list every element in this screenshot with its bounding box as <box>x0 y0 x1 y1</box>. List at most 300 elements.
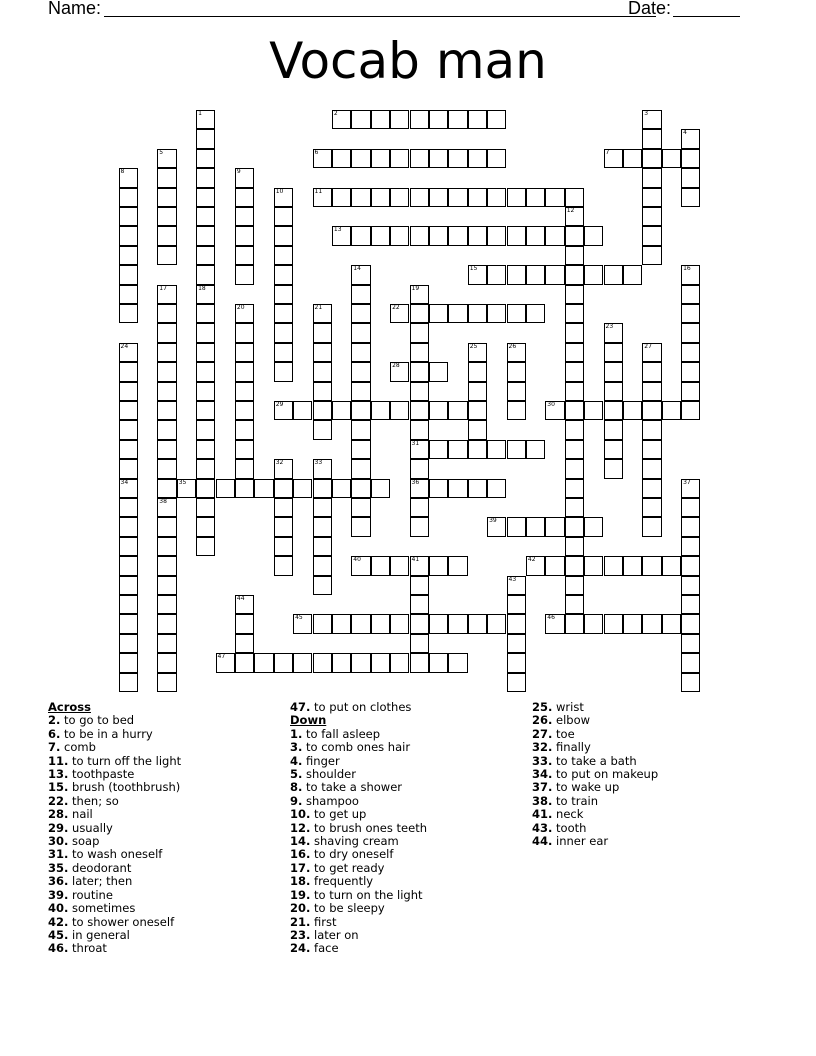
grid-cell[interactable] <box>565 401 584 420</box>
grid-cell[interactable] <box>565 343 584 362</box>
grid-cell[interactable] <box>468 188 487 207</box>
grid-cell[interactable] <box>623 401 642 420</box>
grid-cell[interactable] <box>584 401 603 420</box>
grid-cell[interactable] <box>410 634 429 653</box>
grid-cell[interactable] <box>565 265 584 284</box>
grid-cell[interactable] <box>410 285 429 304</box>
date-line[interactable] <box>673 16 740 17</box>
grid-cell[interactable] <box>119 556 138 575</box>
grid-cell[interactable] <box>157 362 176 381</box>
grid-cell[interactable] <box>507 576 526 595</box>
grid-cell[interactable] <box>157 323 176 342</box>
grid-cell[interactable] <box>235 479 254 498</box>
grid-cell[interactable] <box>681 634 700 653</box>
grid-cell[interactable] <box>157 634 176 653</box>
grid-cell[interactable] <box>313 382 332 401</box>
grid-cell[interactable] <box>119 634 138 653</box>
grid-cell[interactable] <box>157 401 176 420</box>
grid-cell[interactable] <box>157 556 176 575</box>
grid-cell[interactable] <box>119 576 138 595</box>
grid-cell[interactable] <box>410 226 429 245</box>
grid-cell[interactable] <box>468 226 487 245</box>
grid-cell[interactable] <box>429 479 448 498</box>
grid-cell[interactable] <box>507 673 526 692</box>
grid-cell[interactable] <box>410 323 429 342</box>
grid-cell[interactable] <box>196 440 215 459</box>
grid-cell[interactable] <box>565 498 584 517</box>
grid-cell[interactable] <box>351 362 370 381</box>
grid-cell[interactable] <box>351 653 370 672</box>
grid-cell[interactable] <box>235 323 254 342</box>
grid-cell[interactable] <box>681 285 700 304</box>
grid-cell[interactable] <box>157 517 176 536</box>
grid-cell[interactable] <box>410 343 429 362</box>
grid-cell[interactable] <box>565 420 584 439</box>
grid-cell[interactable] <box>410 110 429 129</box>
grid-cell[interactable] <box>565 304 584 323</box>
grid-cell[interactable] <box>468 362 487 381</box>
grid-cell[interactable] <box>119 673 138 692</box>
grid-cell[interactable] <box>642 129 661 148</box>
grid-cell[interactable] <box>157 459 176 478</box>
grid-cell[interactable] <box>157 304 176 323</box>
grid-cell[interactable] <box>216 479 235 498</box>
grid-cell[interactable] <box>642 110 661 129</box>
grid-cell[interactable] <box>371 614 390 633</box>
grid-cell[interactable] <box>235 226 254 245</box>
grid-cell[interactable] <box>642 556 661 575</box>
grid-cell[interactable] <box>507 595 526 614</box>
grid-cell[interactable] <box>119 343 138 362</box>
grid-cell[interactable] <box>468 265 487 284</box>
grid-cell[interactable] <box>604 440 623 459</box>
grid-cell[interactable] <box>313 498 332 517</box>
grid-cell[interactable] <box>623 614 642 633</box>
grid-cell[interactable] <box>313 323 332 342</box>
grid-cell[interactable] <box>157 285 176 304</box>
grid-cell[interactable] <box>623 149 642 168</box>
grid-cell[interactable] <box>274 498 293 517</box>
grid-cell[interactable] <box>390 401 409 420</box>
grid-cell[interactable] <box>196 285 215 304</box>
grid-cell[interactable] <box>351 614 370 633</box>
grid-cell[interactable] <box>642 459 661 478</box>
grid-cell[interactable] <box>119 517 138 536</box>
grid-cell[interactable] <box>545 614 564 633</box>
grid-cell[interactable] <box>119 226 138 245</box>
grid-cell[interactable] <box>119 614 138 633</box>
grid-cell[interactable] <box>565 595 584 614</box>
grid-cell[interactable] <box>274 285 293 304</box>
grid-cell[interactable] <box>662 614 681 633</box>
grid-cell[interactable] <box>351 265 370 284</box>
grid-cell[interactable] <box>371 653 390 672</box>
grid-cell[interactable] <box>351 517 370 536</box>
grid-cell[interactable] <box>429 362 448 381</box>
grid-cell[interactable] <box>274 653 293 672</box>
grid-cell[interactable] <box>196 382 215 401</box>
grid-cell[interactable] <box>371 556 390 575</box>
grid-cell[interactable] <box>371 479 390 498</box>
grid-cell[interactable] <box>157 188 176 207</box>
grid-cell[interactable] <box>448 188 467 207</box>
grid-cell[interactable] <box>642 149 661 168</box>
grid-cell[interactable] <box>487 226 506 245</box>
grid-cell[interactable] <box>196 129 215 148</box>
grid-cell[interactable] <box>235 343 254 362</box>
grid-cell[interactable] <box>119 459 138 478</box>
grid-cell[interactable] <box>487 149 506 168</box>
grid-cell[interactable] <box>235 401 254 420</box>
grid-cell[interactable] <box>487 440 506 459</box>
grid-cell[interactable] <box>681 595 700 614</box>
grid-cell[interactable] <box>196 517 215 536</box>
grid-cell[interactable] <box>332 653 351 672</box>
grid-cell[interactable] <box>293 614 312 633</box>
grid-cell[interactable] <box>313 149 332 168</box>
grid-cell[interactable] <box>235 304 254 323</box>
grid-cell[interactable] <box>274 517 293 536</box>
grid-cell[interactable] <box>351 226 370 245</box>
grid-cell[interactable] <box>157 343 176 362</box>
grid-cell[interactable] <box>216 653 235 672</box>
grid-cell[interactable] <box>681 517 700 536</box>
grid-cell[interactable] <box>235 362 254 381</box>
grid-cell[interactable] <box>410 420 429 439</box>
grid-cell[interactable] <box>313 459 332 478</box>
grid-cell[interactable] <box>526 440 545 459</box>
grid-cell[interactable] <box>351 149 370 168</box>
grid-cell[interactable] <box>351 479 370 498</box>
grid-cell[interactable] <box>274 323 293 342</box>
grid-cell[interactable] <box>274 226 293 245</box>
grid-cell[interactable] <box>565 285 584 304</box>
grid-cell[interactable] <box>487 188 506 207</box>
grid-cell[interactable] <box>681 673 700 692</box>
grid-cell[interactable] <box>448 226 467 245</box>
grid-cell[interactable] <box>468 382 487 401</box>
grid-cell[interactable] <box>157 537 176 556</box>
grid-cell[interactable] <box>196 207 215 226</box>
grid-cell[interactable] <box>274 188 293 207</box>
grid-cell[interactable] <box>681 556 700 575</box>
grid-cell[interactable] <box>507 226 526 245</box>
grid-cell[interactable] <box>157 673 176 692</box>
grid-cell[interactable] <box>545 188 564 207</box>
grid-cell[interactable] <box>196 304 215 323</box>
grid-cell[interactable] <box>119 382 138 401</box>
grid-cell[interactable] <box>274 265 293 284</box>
grid-cell[interactable] <box>565 362 584 381</box>
grid-cell[interactable] <box>681 343 700 362</box>
grid-cell[interactable] <box>313 517 332 536</box>
grid-cell[interactable] <box>371 401 390 420</box>
grid-cell[interactable] <box>604 343 623 362</box>
grid-cell[interactable] <box>157 440 176 459</box>
grid-cell[interactable] <box>274 362 293 381</box>
grid-cell[interactable] <box>681 129 700 148</box>
grid-cell[interactable] <box>604 401 623 420</box>
grid-cell[interactable] <box>681 653 700 672</box>
grid-cell[interactable] <box>545 517 564 536</box>
grid-cell[interactable] <box>507 304 526 323</box>
grid-cell[interactable] <box>157 246 176 265</box>
grid-cell[interactable] <box>119 440 138 459</box>
grid-cell[interactable] <box>157 614 176 633</box>
grid-cell[interactable] <box>196 188 215 207</box>
grid-cell[interactable] <box>351 401 370 420</box>
grid-cell[interactable] <box>235 246 254 265</box>
grid-cell[interactable] <box>119 246 138 265</box>
grid-cell[interactable] <box>351 304 370 323</box>
grid-cell[interactable] <box>196 149 215 168</box>
grid-cell[interactable] <box>390 149 409 168</box>
grid-cell[interactable] <box>196 168 215 187</box>
grid-cell[interactable] <box>313 401 332 420</box>
grid-cell[interactable] <box>526 304 545 323</box>
grid-cell[interactable] <box>119 537 138 556</box>
grid-cell[interactable] <box>157 149 176 168</box>
grid-cell[interactable] <box>196 246 215 265</box>
grid-cell[interactable] <box>565 323 584 342</box>
grid-cell[interactable] <box>487 479 506 498</box>
grid-cell[interactable] <box>351 110 370 129</box>
grid-cell[interactable] <box>662 401 681 420</box>
grid-cell[interactable] <box>681 614 700 633</box>
grid-cell[interactable] <box>662 556 681 575</box>
grid-cell[interactable] <box>351 323 370 342</box>
grid-cell[interactable] <box>604 265 623 284</box>
grid-cell[interactable] <box>681 188 700 207</box>
grid-cell[interactable] <box>119 401 138 420</box>
grid-cell[interactable] <box>545 401 564 420</box>
grid-cell[interactable] <box>681 168 700 187</box>
grid-cell[interactable] <box>507 517 526 536</box>
grid-cell[interactable] <box>584 614 603 633</box>
grid-cell[interactable] <box>487 614 506 633</box>
grid-cell[interactable] <box>157 479 176 498</box>
grid-cell[interactable] <box>681 576 700 595</box>
grid-cell[interactable] <box>351 285 370 304</box>
grid-cell[interactable] <box>642 188 661 207</box>
grid-cell[interactable] <box>119 188 138 207</box>
grid-cell[interactable] <box>429 653 448 672</box>
grid-cell[interactable] <box>526 556 545 575</box>
grid-cell[interactable] <box>468 440 487 459</box>
grid-cell[interactable] <box>507 343 526 362</box>
grid-cell[interactable] <box>507 440 526 459</box>
grid-cell[interactable] <box>604 459 623 478</box>
grid-cell[interactable] <box>468 479 487 498</box>
grid-cell[interactable] <box>313 576 332 595</box>
grid-cell[interactable] <box>642 246 661 265</box>
grid-cell[interactable] <box>448 556 467 575</box>
grid-cell[interactable] <box>313 188 332 207</box>
grid-cell[interactable] <box>235 420 254 439</box>
grid-cell[interactable] <box>565 440 584 459</box>
grid-cell[interactable] <box>642 420 661 439</box>
grid-cell[interactable] <box>196 420 215 439</box>
grid-cell[interactable] <box>565 576 584 595</box>
grid-cell[interactable] <box>274 401 293 420</box>
grid-cell[interactable] <box>390 362 409 381</box>
grid-cell[interactable] <box>274 207 293 226</box>
grid-cell[interactable] <box>507 382 526 401</box>
grid-cell[interactable] <box>410 498 429 517</box>
grid-cell[interactable] <box>371 226 390 245</box>
grid-cell[interactable] <box>293 401 312 420</box>
grid-cell[interactable] <box>274 537 293 556</box>
grid-cell[interactable] <box>254 479 273 498</box>
grid-cell[interactable] <box>507 265 526 284</box>
grid-cell[interactable] <box>487 517 506 536</box>
grid-cell[interactable] <box>332 110 351 129</box>
grid-cell[interactable] <box>642 343 661 362</box>
grid-cell[interactable] <box>235 382 254 401</box>
grid-cell[interactable] <box>410 556 429 575</box>
grid-cell[interactable] <box>565 226 584 245</box>
grid-cell[interactable] <box>584 517 603 536</box>
grid-cell[interactable] <box>119 420 138 439</box>
grid-cell[interactable] <box>313 537 332 556</box>
grid-cell[interactable] <box>623 265 642 284</box>
grid-cell[interactable] <box>351 188 370 207</box>
grid-cell[interactable] <box>448 304 467 323</box>
grid-cell[interactable] <box>410 517 429 536</box>
grid-cell[interactable] <box>390 226 409 245</box>
grid-cell[interactable] <box>119 498 138 517</box>
grid-cell[interactable] <box>274 246 293 265</box>
grid-cell[interactable] <box>196 343 215 362</box>
grid-cell[interactable] <box>390 614 409 633</box>
grid-cell[interactable] <box>526 517 545 536</box>
grid-cell[interactable] <box>235 188 254 207</box>
grid-cell[interactable] <box>565 614 584 633</box>
grid-cell[interactable] <box>429 226 448 245</box>
grid-cell[interactable] <box>507 614 526 633</box>
grid-cell[interactable] <box>119 595 138 614</box>
grid-cell[interactable] <box>313 556 332 575</box>
grid-cell[interactable] <box>196 498 215 517</box>
grid-cell[interactable] <box>642 382 661 401</box>
grid-cell[interactable] <box>235 440 254 459</box>
grid-cell[interactable] <box>235 168 254 187</box>
grid-cell[interactable] <box>235 614 254 633</box>
grid-cell[interactable] <box>274 556 293 575</box>
grid-cell[interactable] <box>507 188 526 207</box>
grid-cell[interactable] <box>429 110 448 129</box>
grid-cell[interactable] <box>196 362 215 381</box>
grid-cell[interactable] <box>351 420 370 439</box>
grid-cell[interactable] <box>390 653 409 672</box>
grid-cell[interactable] <box>448 614 467 633</box>
grid-cell[interactable] <box>351 343 370 362</box>
grid-cell[interactable] <box>119 285 138 304</box>
grid-cell[interactable] <box>177 479 196 498</box>
grid-cell[interactable] <box>681 537 700 556</box>
grid-cell[interactable] <box>196 401 215 420</box>
grid-cell[interactable] <box>157 653 176 672</box>
grid-cell[interactable] <box>332 614 351 633</box>
grid-cell[interactable] <box>468 304 487 323</box>
grid-cell[interactable] <box>584 265 603 284</box>
grid-cell[interactable] <box>332 401 351 420</box>
grid-cell[interactable] <box>448 149 467 168</box>
grid-cell[interactable] <box>565 517 584 536</box>
grid-cell[interactable] <box>448 479 467 498</box>
grid-cell[interactable] <box>507 362 526 381</box>
grid-cell[interactable] <box>526 188 545 207</box>
grid-cell[interactable] <box>642 168 661 187</box>
grid-cell[interactable] <box>119 304 138 323</box>
grid-cell[interactable] <box>410 304 429 323</box>
grid-cell[interactable] <box>468 614 487 633</box>
grid-cell[interactable] <box>254 653 273 672</box>
grid-cell[interactable] <box>157 382 176 401</box>
grid-cell[interactable] <box>410 479 429 498</box>
grid-cell[interactable] <box>545 265 564 284</box>
grid-cell[interactable] <box>157 576 176 595</box>
grid-cell[interactable] <box>565 479 584 498</box>
grid-cell[interactable] <box>487 110 506 129</box>
grid-cell[interactable] <box>565 382 584 401</box>
grid-cell[interactable] <box>681 382 700 401</box>
grid-cell[interactable] <box>235 207 254 226</box>
grid-cell[interactable] <box>351 382 370 401</box>
grid-cell[interactable] <box>584 226 603 245</box>
grid-cell[interactable] <box>487 265 506 284</box>
grid-cell[interactable] <box>565 459 584 478</box>
grid-cell[interactable] <box>429 614 448 633</box>
grid-cell[interactable] <box>429 440 448 459</box>
grid-cell[interactable] <box>487 304 506 323</box>
grid-cell[interactable] <box>410 382 429 401</box>
grid-cell[interactable] <box>119 168 138 187</box>
grid-cell[interactable] <box>545 556 564 575</box>
grid-cell[interactable] <box>196 479 215 498</box>
grid-cell[interactable] <box>371 149 390 168</box>
grid-cell[interactable] <box>429 149 448 168</box>
grid-cell[interactable] <box>410 595 429 614</box>
grid-cell[interactable] <box>235 653 254 672</box>
grid-cell[interactable] <box>332 188 351 207</box>
grid-cell[interactable] <box>157 226 176 245</box>
grid-cell[interactable] <box>351 498 370 517</box>
grid-cell[interactable] <box>448 653 467 672</box>
grid-cell[interactable] <box>642 226 661 245</box>
grid-cell[interactable] <box>119 653 138 672</box>
grid-cell[interactable] <box>526 226 545 245</box>
grid-cell[interactable] <box>507 401 526 420</box>
grid-cell[interactable] <box>565 207 584 226</box>
grid-cell[interactable] <box>604 323 623 342</box>
grid-cell[interactable] <box>604 420 623 439</box>
grid-cell[interactable] <box>642 479 661 498</box>
grid-cell[interactable] <box>468 420 487 439</box>
grid-cell[interactable] <box>681 479 700 498</box>
grid-cell[interactable] <box>235 634 254 653</box>
grid-cell[interactable] <box>642 362 661 381</box>
grid-cell[interactable] <box>468 401 487 420</box>
grid-cell[interactable] <box>235 595 254 614</box>
grid-cell[interactable] <box>235 459 254 478</box>
grid-cell[interactable] <box>410 576 429 595</box>
grid-cell[interactable] <box>429 556 448 575</box>
grid-cell[interactable] <box>313 653 332 672</box>
grid-cell[interactable] <box>351 459 370 478</box>
grid-cell[interactable] <box>448 440 467 459</box>
grid-cell[interactable] <box>681 149 700 168</box>
